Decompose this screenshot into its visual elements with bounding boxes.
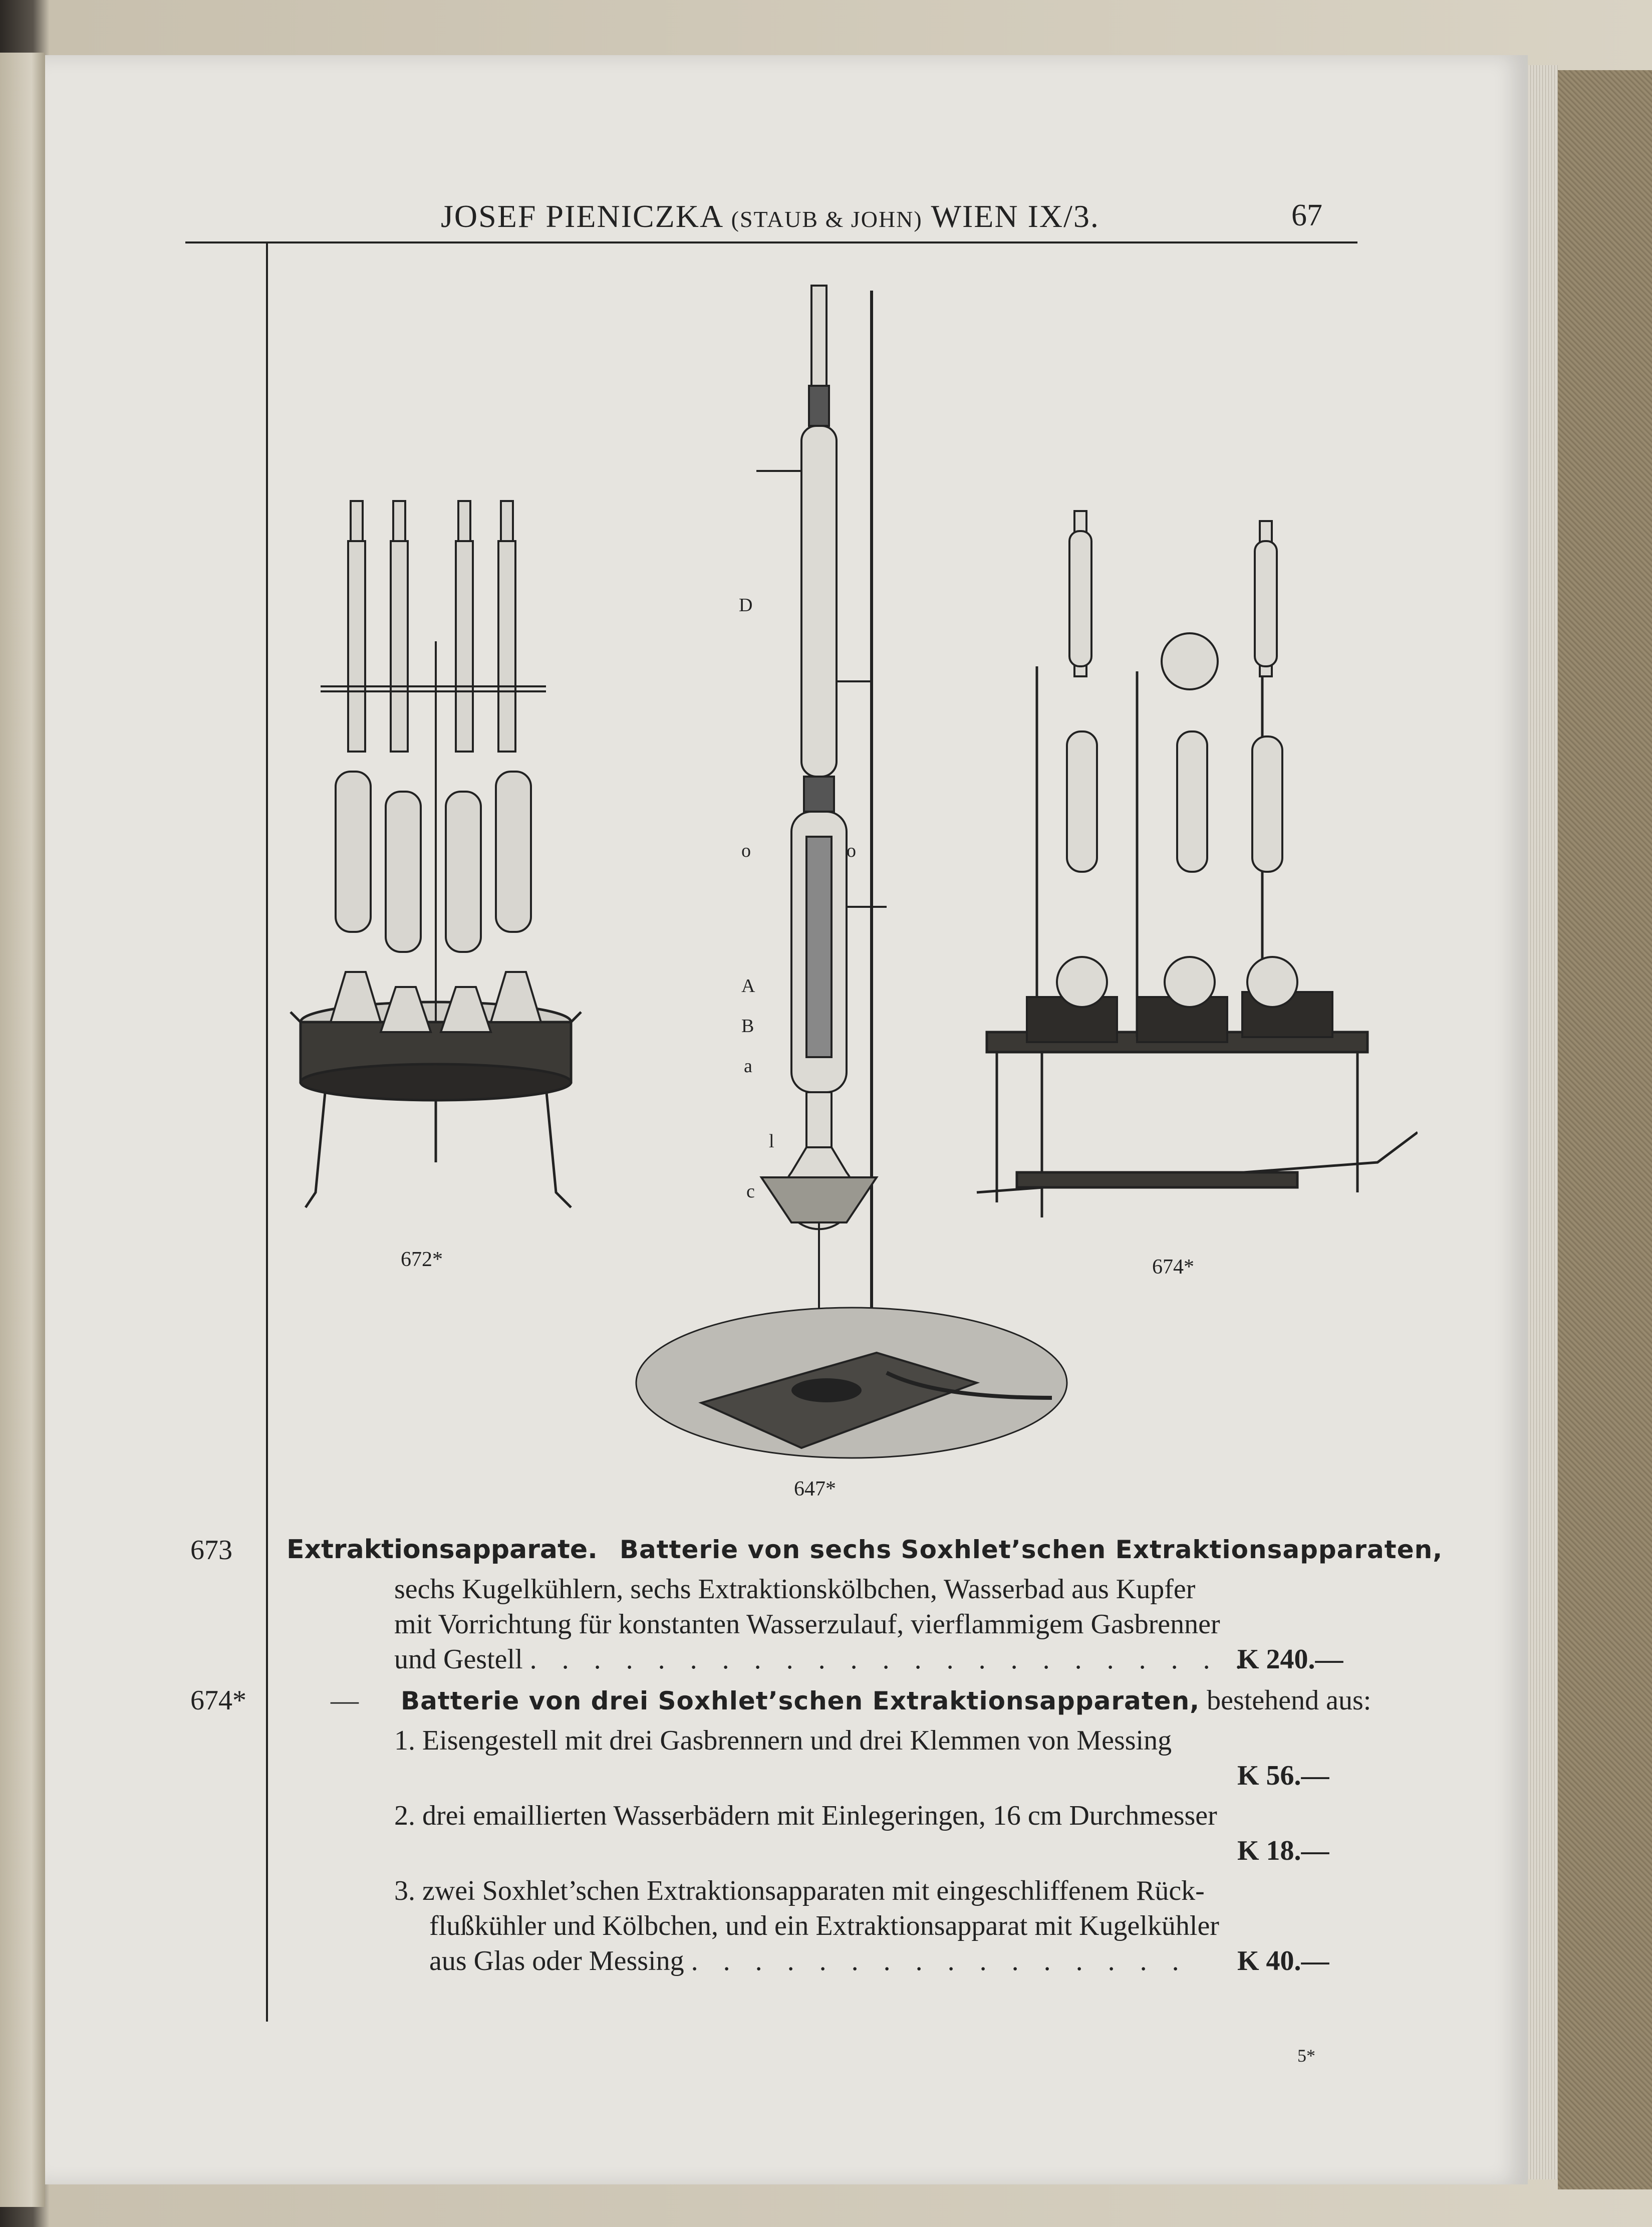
label-d: D [739, 595, 753, 616]
entry-673-number: 673 [190, 1535, 232, 1566]
header-partners: (STAUB & JOHN) [731, 206, 923, 232]
entry-674-item-3-last [429, 1945, 1188, 1977]
entry-673-title: Batterie von sechs Soxhlet’schen Extraktionsapparaten, [619, 1535, 1443, 1564]
entry-674-item-3: 3. zwei Soxhlet’schen Extraktionsapparaten mit eingeschliffenem Rück- [394, 1875, 1205, 1906]
label-a-upper: A [741, 975, 755, 997]
header-city: WIEN IX/3. [931, 198, 1099, 234]
leader-dots: . . . . . . . . . . . . . . . . [691, 1945, 1188, 1976]
running-header [441, 198, 1099, 235]
leader-dots: . . . . . . . . . . . . . . . . . . . . . . . [529, 1644, 1251, 1675]
entry-674-number: 674* [190, 1685, 246, 1716]
entry-673-line-3-text: und Gestell [394, 1644, 523, 1675]
figure-647-caption: 647* [794, 1477, 836, 1501]
entry-674-item-1-price: K 56.— [1237, 1760, 1329, 1791]
label-o-left: o [741, 840, 751, 861]
entry-674-title-tail: bestehend aus: [1207, 1685, 1371, 1716]
page-stack-edge [1528, 65, 1558, 2179]
entry-674-dash: — [331, 1685, 359, 1716]
entry-673-line-1: sechs Kugelkühlern, sechs Extraktionskölbchen, Wasserbad aus Kupfer [394, 1574, 1196, 1605]
label-a-lower: a [744, 1056, 752, 1077]
entry-673-lead: Extraktionsapparate. [287, 1535, 598, 1565]
figure-672-illustration [286, 491, 586, 1232]
column-rule [266, 243, 268, 2022]
entry-674-item-2: 2. drei emaillierten Wasserbädern mit Einlegeringen, 16 cm Durchmesser [394, 1800, 1217, 1831]
cloth-binding [1558, 70, 1652, 2189]
entry-674-item-3-cont: flußkühler und Kölbchen, und ein Extraktionsapparat mit Kugelkühler [429, 1910, 1219, 1941]
signature-mark: 5* [1297, 2046, 1315, 2066]
left-page-edge [0, 53, 45, 2207]
page-number: 67 [1291, 198, 1322, 232]
entry-674-item-3-price: K 40.— [1237, 1945, 1329, 1976]
label-l: l [769, 1131, 774, 1152]
entry-673-line-2: mit Vorrichtung für konstanten Wasserzulauf, vierflammigem Gasbrenner [394, 1609, 1220, 1640]
label-b: B [741, 1016, 754, 1037]
figure-674-illustration [967, 501, 1418, 1238]
entry-673-heading [287, 1533, 1443, 1565]
label-o-right: o [847, 840, 856, 861]
entry-674-heading [331, 1684, 1371, 1716]
header-company: JOSEF PIENICZKA [441, 198, 722, 234]
entry-674-title: Batterie von drei Soxhlet’schen Extraktionsapparaten, [401, 1686, 1200, 1715]
entry-674-item-1: 1. Eisengestell mit drei Gasbrennern und drei Klemmen von Messing [394, 1725, 1172, 1756]
figure-672-caption: 672* [401, 1248, 443, 1271]
entry-674-item-3-last-text: aus Glas oder Messing [429, 1945, 684, 1976]
figure-674-caption: 674* [1152, 1256, 1194, 1279]
entry-673-line-3 [394, 1643, 1251, 1675]
entry-673-price: K 240.— [1237, 1644, 1343, 1675]
label-c: c [746, 1181, 755, 1202]
header-rule [185, 241, 1357, 243]
entry-674-item-2-price: K 18.— [1237, 1835, 1329, 1866]
